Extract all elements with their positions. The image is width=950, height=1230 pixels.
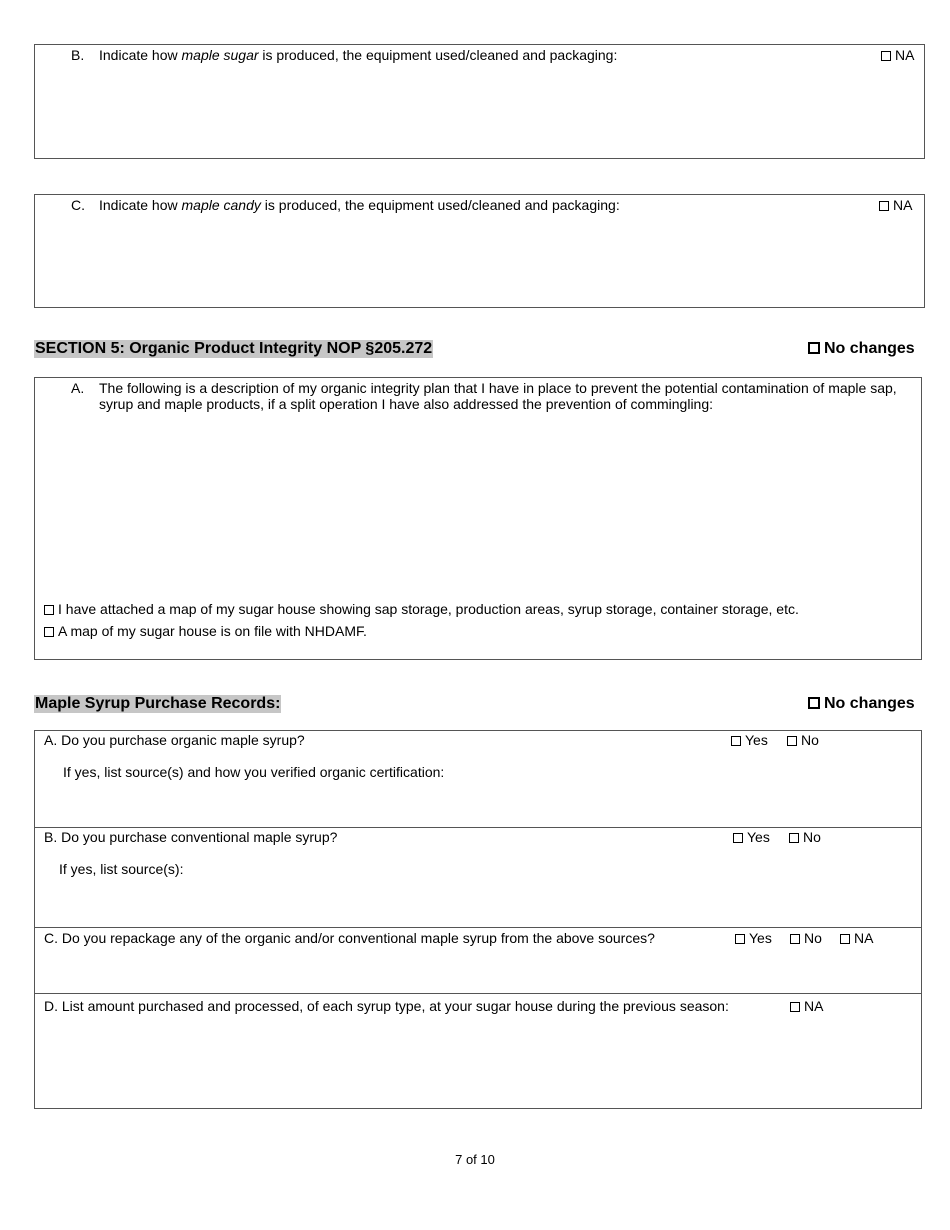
purchase-no-changes-label: No changes xyxy=(824,695,915,712)
q-a-no-label: No xyxy=(801,732,819,748)
item-b-na-label: NA xyxy=(895,47,915,63)
section5-title: SECTION 5: Organic Product Integrity NOP §205.272 xyxy=(35,340,433,357)
item-b-na-checkbox[interactable] xyxy=(881,47,914,63)
purchase-title: Maple Syrup Purchase Records: xyxy=(35,695,281,712)
purchase-no-changes-checkbox[interactable] xyxy=(808,695,915,713)
checkbox-icon[interactable] xyxy=(733,833,743,843)
map-attached-label: I have attached a map of my sugar house showing sap storage, production areas, syrup storage, container storage, etc. xyxy=(58,601,799,617)
checkbox-icon[interactable] xyxy=(840,934,850,944)
item-c-pre: Indicate how xyxy=(99,197,182,213)
checkbox-icon[interactable] xyxy=(735,934,745,944)
item-b-post: is produced, the equipment used/cleaned and packaging: xyxy=(258,47,618,63)
row-divider xyxy=(34,993,922,994)
q-b-yes-checkbox[interactable] xyxy=(733,829,770,845)
checkbox-icon[interactable] xyxy=(790,1002,800,1012)
checkbox-icon[interactable] xyxy=(731,736,741,746)
maple-sugar-box xyxy=(34,44,925,159)
q-c-na-checkbox[interactable] xyxy=(840,930,873,946)
q-d-na-checkbox[interactable] xyxy=(790,998,823,1014)
q-a-yes-checkbox[interactable] xyxy=(731,732,768,748)
q-a-yes-label: Yes xyxy=(745,732,768,748)
q-b-question: B. Do you purchase conventional maple syrup? xyxy=(44,829,338,845)
row-divider xyxy=(34,827,922,828)
item-b-pre: Indicate how xyxy=(99,47,182,63)
q-d-na-label: NA xyxy=(804,998,824,1014)
q-c-yes-checkbox[interactable] xyxy=(735,930,772,946)
section5-no-changes-label: No changes xyxy=(824,340,915,357)
q-b-yes-label: Yes xyxy=(747,829,770,845)
checkbox-icon[interactable] xyxy=(808,342,820,354)
q-b-no-label: No xyxy=(803,829,821,845)
item-c-letter: C. xyxy=(71,197,85,213)
checkbox-icon[interactable] xyxy=(787,736,797,746)
checkbox-icon[interactable] xyxy=(879,201,889,211)
integrity-plan-box xyxy=(34,377,922,660)
row-divider xyxy=(34,927,922,928)
q-a-no-checkbox[interactable] xyxy=(787,732,819,748)
checkbox-icon[interactable] xyxy=(808,697,820,709)
checkbox-icon[interactable] xyxy=(44,605,54,615)
q-c-question: C. Do you repackage any of the organic and/or conventional maple syrup from the above sources? xyxy=(44,930,655,946)
q-a-followup: If yes, list source(s) and how you verified organic certification: xyxy=(63,764,445,780)
item-a-text: The following is a description of my organic integrity plan that I have in place to prevent the potential contamination of maple sap, syrup and maple products, if a split operation I have also addressed the prevention of commingling: xyxy=(99,380,897,412)
item-a-letter: A. xyxy=(71,380,85,396)
item-c-question xyxy=(99,197,620,213)
q-a-question: A. Do you purchase organic maple syrup? xyxy=(44,732,305,748)
q-b-no-checkbox[interactable] xyxy=(789,829,821,845)
checkbox-icon[interactable] xyxy=(44,627,54,637)
map-on-file-label: A map of my sugar house is on file with NHDAMF. xyxy=(58,623,367,639)
checkbox-icon[interactable] xyxy=(790,934,800,944)
q-c-no-label: No xyxy=(804,930,822,946)
q-b-followup: If yes, list source(s): xyxy=(59,861,184,877)
q-c-yes-label: Yes xyxy=(749,930,772,946)
q-c-na-label: NA xyxy=(854,930,874,946)
section5-no-changes-checkbox[interactable] xyxy=(808,340,915,358)
page-number: 7 of 10 xyxy=(455,1152,495,1167)
item-b-question xyxy=(99,47,617,63)
item-b-letter: B. xyxy=(71,47,85,63)
q-c-no-checkbox[interactable] xyxy=(790,930,822,946)
item-c-post: is produced, the equipment used/cleaned and packaging: xyxy=(260,197,620,213)
q-d-question: D. List amount purchased and processed, of each syrup type, at your sugar house during the previous season: xyxy=(44,998,729,1014)
item-c-italic: maple candy xyxy=(181,197,261,213)
map-on-file-checkbox[interactable] xyxy=(44,623,367,639)
map-attached-checkbox[interactable] xyxy=(44,601,799,617)
purchase-records-box xyxy=(34,730,922,1109)
checkbox-icon[interactable] xyxy=(789,833,799,843)
item-c-na-checkbox[interactable] xyxy=(879,197,912,213)
maple-candy-box xyxy=(34,194,925,308)
checkbox-icon[interactable] xyxy=(881,51,891,61)
item-c-na-label: NA xyxy=(893,197,913,213)
item-b-italic: maple sugar xyxy=(181,47,259,63)
